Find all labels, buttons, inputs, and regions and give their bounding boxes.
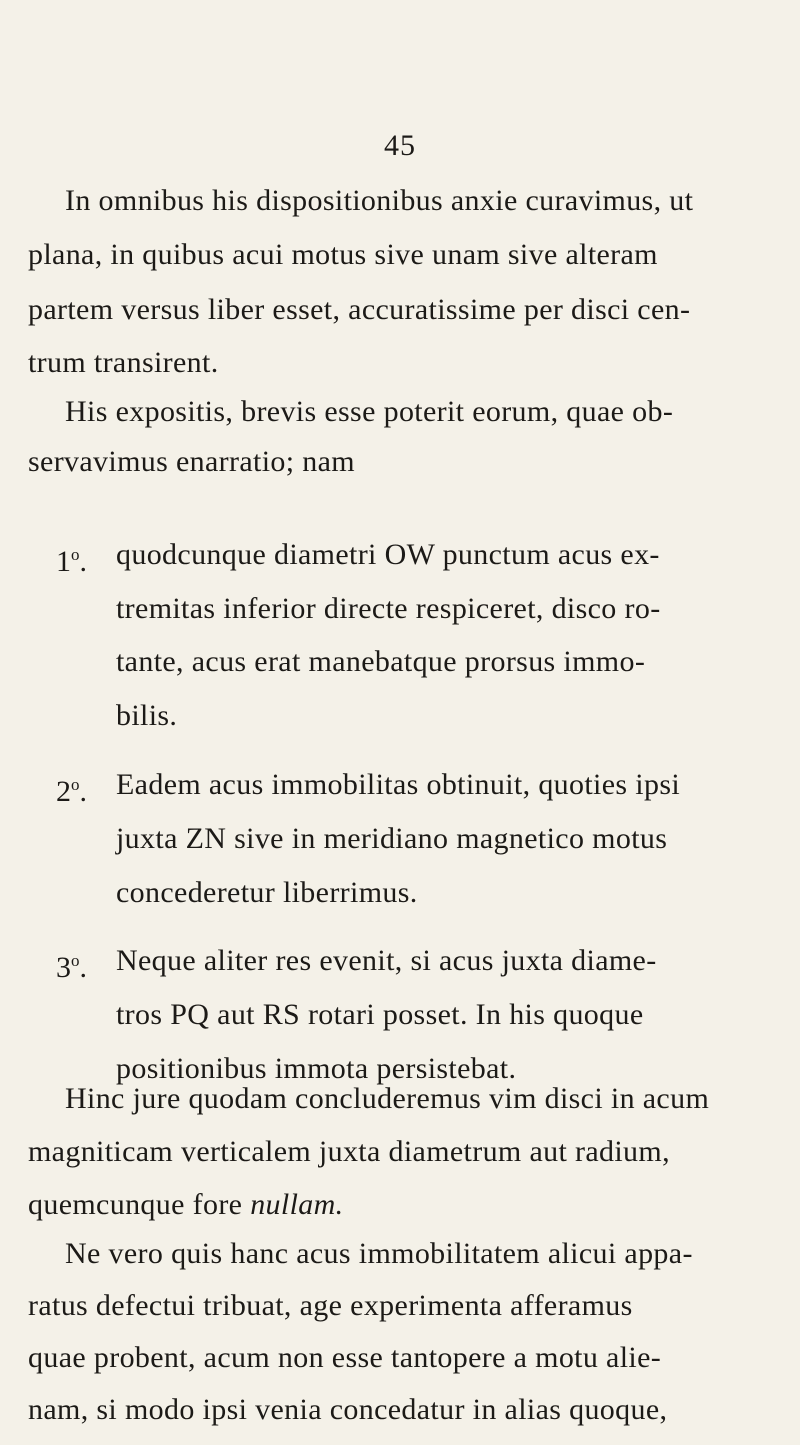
text-line: concederetur liberrimus. bbox=[116, 876, 418, 909]
text-line: partem versus liber esset, accuratissime per disci cen- bbox=[28, 293, 691, 326]
text-line: Hinc jure quodam concluderemus vim disci in acum bbox=[65, 1082, 710, 1115]
item-number: 3$^o$. bbox=[56, 951, 87, 984]
item-number: 1$^o$. bbox=[56, 545, 87, 578]
text-line: nam, si modo ipsi venia concedatur in alias quoque, bbox=[28, 1393, 668, 1426]
text-line: tros PQ aut RS rotari posset. In his quoque bbox=[116, 998, 644, 1031]
item-number: 2$^o$. bbox=[56, 775, 87, 808]
text-line: magniticam verticalem juxta diametrum aut radium, bbox=[28, 1135, 670, 1168]
text-line: tante, acus erat manebatque prorsus immo- bbox=[116, 645, 646, 678]
text-line: bilis. bbox=[116, 699, 178, 732]
text-line: tremitas inferior directe respiceret, disco ro- bbox=[116, 592, 661, 625]
text-line: Neque aliter res evenit, si acus juxta diame- bbox=[116, 944, 657, 977]
text-line: trum transirent. bbox=[28, 346, 219, 379]
text-line: ratus defectui tribuat, age experimenta afferamus bbox=[28, 1289, 633, 1322]
text-line: juxta ZN sive in meridiano magnetico motus bbox=[116, 822, 668, 855]
text-line: positionibus immota persistebat. bbox=[116, 1052, 517, 1085]
text-line bbox=[28, 1187, 343, 1223]
text-span: quemcunque fore bbox=[28, 1188, 251, 1221]
text-line: quae probent, acum non esse tantopere a motu alie- bbox=[28, 1341, 662, 1374]
emphasis-text: nullam. bbox=[250, 1188, 344, 1221]
text-line: Eadem acus immobilitas obtinuit, quoties ipsi bbox=[116, 768, 681, 801]
text-line: plana, in quibus acui motus sive unam sive alteram bbox=[28, 238, 658, 271]
text-line: In omnibus his dispositionibus anxie curavimus, ut bbox=[65, 184, 694, 217]
text-line: servavimus enarratio; nam bbox=[28, 445, 355, 478]
text-line: quodcunque diametri OW punctum acus ex- bbox=[116, 538, 660, 571]
text-line: His expositis, brevis esse poterit eorum, quae ob- bbox=[65, 395, 674, 428]
page-number: 45 bbox=[384, 129, 416, 162]
text-line: Ne vero quis hanc acus immobilitatem alicui appa- bbox=[65, 1237, 693, 1270]
